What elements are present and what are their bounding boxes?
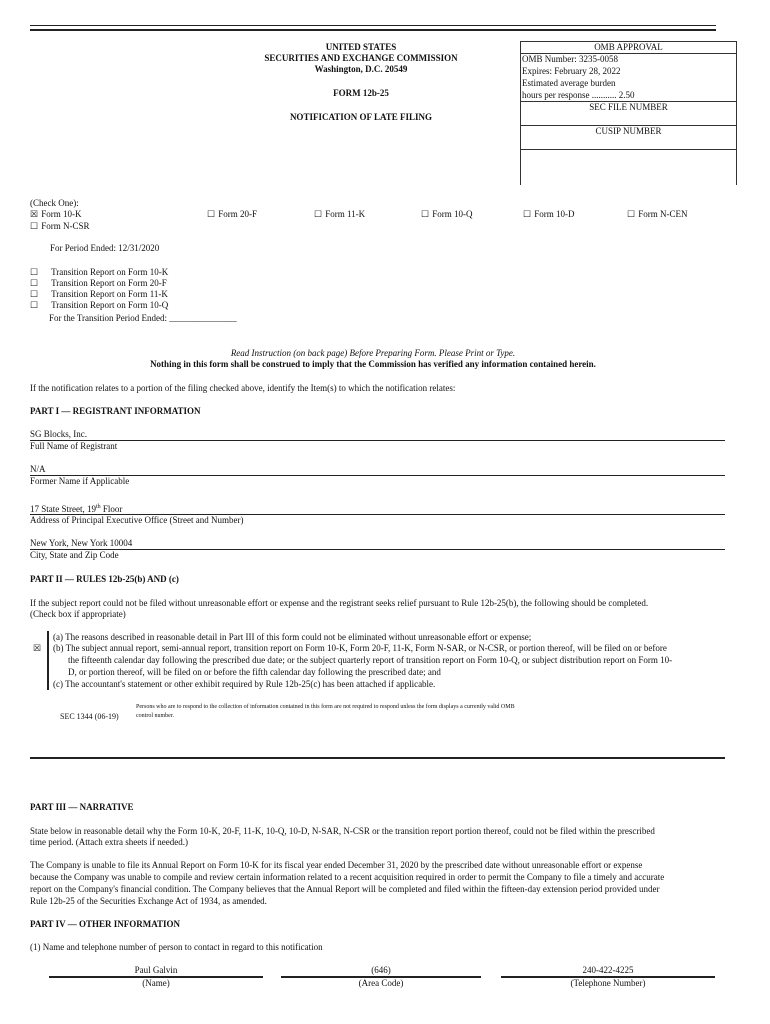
persons-note-2: control number. — [136, 713, 174, 719]
form-11k-label: Form 11-K — [325, 209, 366, 219]
omb-title: OMB APPROVAL — [594, 42, 663, 52]
transition-11k-label: Transition Report on Form 11-K — [51, 289, 168, 299]
checkbox-form-10k — [30, 209, 82, 220]
narrative-line-3: report on the Company's financial condition. The Company believes that the Annual Report will be completed and filed within the fifteen-day extension period provided under — [30, 884, 660, 894]
checked-box-icon: ☒ — [30, 209, 39, 219]
omb-approval-box — [520, 41, 737, 185]
part2-item-b-2: the fifteenth calendar day following the prescribed due date; or the subject quarterly report of transition report on Form 10-Q, or subject distribution report on Form 10- — [68, 655, 673, 665]
part3-state-1: State below in reasonable detail why the Form 10-K, 20-F, 11-K, 10-Q, 10-D, N-SAR, N-CSR or the transition report portion thereof, could not be filed within the prescribed — [30, 826, 655, 836]
portion-note: If the notification relates to a portion of the filing checked above, identify the Item(s) to which the notification relates: — [30, 383, 456, 393]
part3-heading: PART III — NARRATIVE — [30, 802, 134, 812]
registrant-name-line — [30, 440, 725, 441]
city-label: City, State and Zip Code — [30, 550, 119, 560]
nothing-construed: Nothing in this form shall be construed to imply that the Commission has verified any information contained herein. — [150, 359, 596, 369]
empty-box-icon: ☐ — [30, 289, 39, 299]
empty-box-icon: ☐ — [30, 300, 39, 310]
name-label: (Name) — [142, 978, 170, 988]
empty-box-icon: ☐ — [523, 209, 532, 219]
part2-item-b-3: D, or portion thereof, will be filed on or before the fifth calendar day following the prescribed date; and — [68, 667, 441, 677]
form-10d-label: Form 10-D — [534, 209, 575, 219]
empty-box-icon: ☐ — [30, 267, 39, 277]
checkbox-form-ncen — [627, 209, 688, 220]
cusip-number-label: CUSIP NUMBER — [595, 126, 662, 136]
transition-10k-label: Transition Report on Form 10-K — [51, 267, 169, 277]
top-rule-1 — [30, 25, 716, 26]
header-agency — [230, 42, 492, 75]
narrative-line-4: Rule 12b-25 of the Securities Exchange Act of 1934, as amended. — [30, 896, 267, 906]
part2-heading: PART II — RULES 12b-25(b) AND (c) — [30, 574, 179, 584]
omb-number: OMB Number: 3235-0058 — [522, 54, 618, 64]
transition-20f-label: Transition Report on Form 20-F — [51, 278, 167, 288]
part3-state-2: time period. (Attach extra sheets if needed.) — [30, 837, 188, 847]
omb-expires: Expires: February 28, 2022 — [522, 66, 621, 76]
checkbox-form-11k — [314, 209, 365, 220]
part2-intro-1: If the subject report could not be filed without unreasonable effort or expense and the registrant seeks relief pursuant to Rule 12b-25(b), the following should be completed. — [30, 598, 649, 608]
empty-box-icon: ☐ — [207, 209, 216, 219]
top-rule-2 — [30, 29, 716, 31]
omb-burden-2: hours per response ........... 2.50 — [522, 90, 635, 100]
address-superscript: th — [96, 504, 101, 510]
sec-file-number-label: SEC FILE NUMBER — [589, 102, 668, 112]
part1-heading: PART I — REGISTRANT INFORMATION — [30, 406, 201, 416]
contact-phone: 240-422-4225 — [582, 965, 634, 975]
contact-area-code: (646) — [371, 965, 391, 975]
former-name-label: Former Name if Applicable — [30, 476, 130, 486]
agency-line-2: SECURITIES AND EXCHANGE COMMISSION — [264, 53, 458, 63]
address-floor: Floor — [100, 504, 123, 514]
transition-10k — [30, 267, 168, 278]
page-break-rule — [30, 757, 725, 759]
narrative-line-1: The Company is unable to file its Annual Report on Form 10-K for its fiscal year ended December 31, 2020 by the prescribed date without unreasonable effort or expense — [30, 860, 643, 870]
part2-checked-box-icon: ☒ — [33, 643, 42, 653]
agency-address: Washington, D.C. 20549 — [314, 64, 408, 74]
part2-intro-2: (Check box if appropriate) — [30, 609, 126, 619]
former-name: N/A — [30, 464, 46, 474]
registrant-name-label: Full Name of Registrant — [30, 441, 118, 451]
empty-box-icon: ☐ — [30, 278, 39, 288]
checkbox-form-20f — [207, 209, 257, 220]
agency-line-1: UNITED STATES — [325, 42, 397, 52]
omb-divider — [521, 149, 736, 150]
empty-box-icon: ☐ — [314, 209, 323, 219]
telephone-label: (Telephone Number) — [570, 978, 646, 988]
empty-box-icon: ☐ — [421, 209, 430, 219]
form-ncen-label: Form N-CEN — [638, 209, 688, 219]
transition-period-ended: For the Transition Period Ended: _______________ — [49, 313, 237, 323]
contact-name: Paul Galvin — [134, 965, 178, 975]
checkbox-form-10d — [523, 209, 575, 220]
area-code-label: (Area Code) — [358, 978, 404, 988]
form-title: NOTIFICATION OF LATE FILING — [289, 112, 433, 122]
address-street: 17 State Street, 19 — [30, 504, 96, 514]
city-state-zip: New York, New York 10004 — [30, 538, 133, 548]
checkbox-form-10q — [421, 209, 473, 220]
transition-10q-label: Transition Report on Form 10-Q — [51, 300, 169, 310]
form-ncsr-label: Form N-CSR — [41, 221, 90, 231]
part2-item-b-1: (b) The subject annual report, semi-annual report, transition report on Form 10-K, Form 20-F, 11-K, Form N-SAR, or N-CSR, or portion thereof, will be filed on or before — [53, 643, 667, 653]
part2-item-c: (c) The accountant's statement or other exhibit required by Rule 12b-25(c) has been attached if applicable. — [53, 679, 436, 689]
form-number: FORM 12b-25 — [333, 88, 389, 98]
city-line — [30, 549, 725, 550]
check-one-label: (Check One): — [30, 198, 79, 208]
empty-box-icon: ☐ — [30, 221, 39, 231]
former-name-line — [30, 475, 725, 476]
part2-item-a: (a) The reasons described in reasonable detail in Part III of this form could not be eliminated without unreasonable effort or expense; — [53, 632, 532, 642]
part2-bracket — [47, 631, 49, 690]
transition-20f — [30, 278, 167, 289]
part4-heading: PART IV — OTHER INFORMATION — [30, 919, 181, 929]
registrant-name: SG Blocks, Inc. — [30, 429, 87, 439]
transition-11k — [30, 289, 168, 300]
read-instruction: Read Instruction (on back page) Before Preparing Form. Please Print or Type. — [230, 348, 516, 358]
empty-box-icon: ☐ — [627, 209, 636, 219]
form-10k-label: Form 10-K — [41, 209, 82, 219]
form-20f-label: Form 20-F — [218, 209, 258, 219]
omb-burden-1: Estimated average burden — [522, 78, 616, 88]
period-ended: For Period Ended: 12/31/2020 — [50, 243, 160, 253]
persons-note-1: Persons who are to respond to the collection of information contained in this form are not required to respond unless the form displays a currently valid OMB — [136, 704, 515, 710]
address-label: Address of Principal Executive Office (Street and Number) — [30, 515, 244, 525]
narrative-line-2: because the Company was unable to compile and review certain information related to a recent acquisition required in order to permit the Company to file a timely and accurate — [30, 872, 665, 882]
form-10q-label: Form 10-Q — [432, 209, 473, 219]
checkbox-form-ncsr — [30, 221, 90, 232]
part4-item-1: (1) Name and telephone number of person to contact in regard to this notification — [30, 942, 323, 952]
transition-10q — [30, 300, 168, 311]
sec-form-code: SEC 1344 (06-19) — [60, 712, 119, 721]
